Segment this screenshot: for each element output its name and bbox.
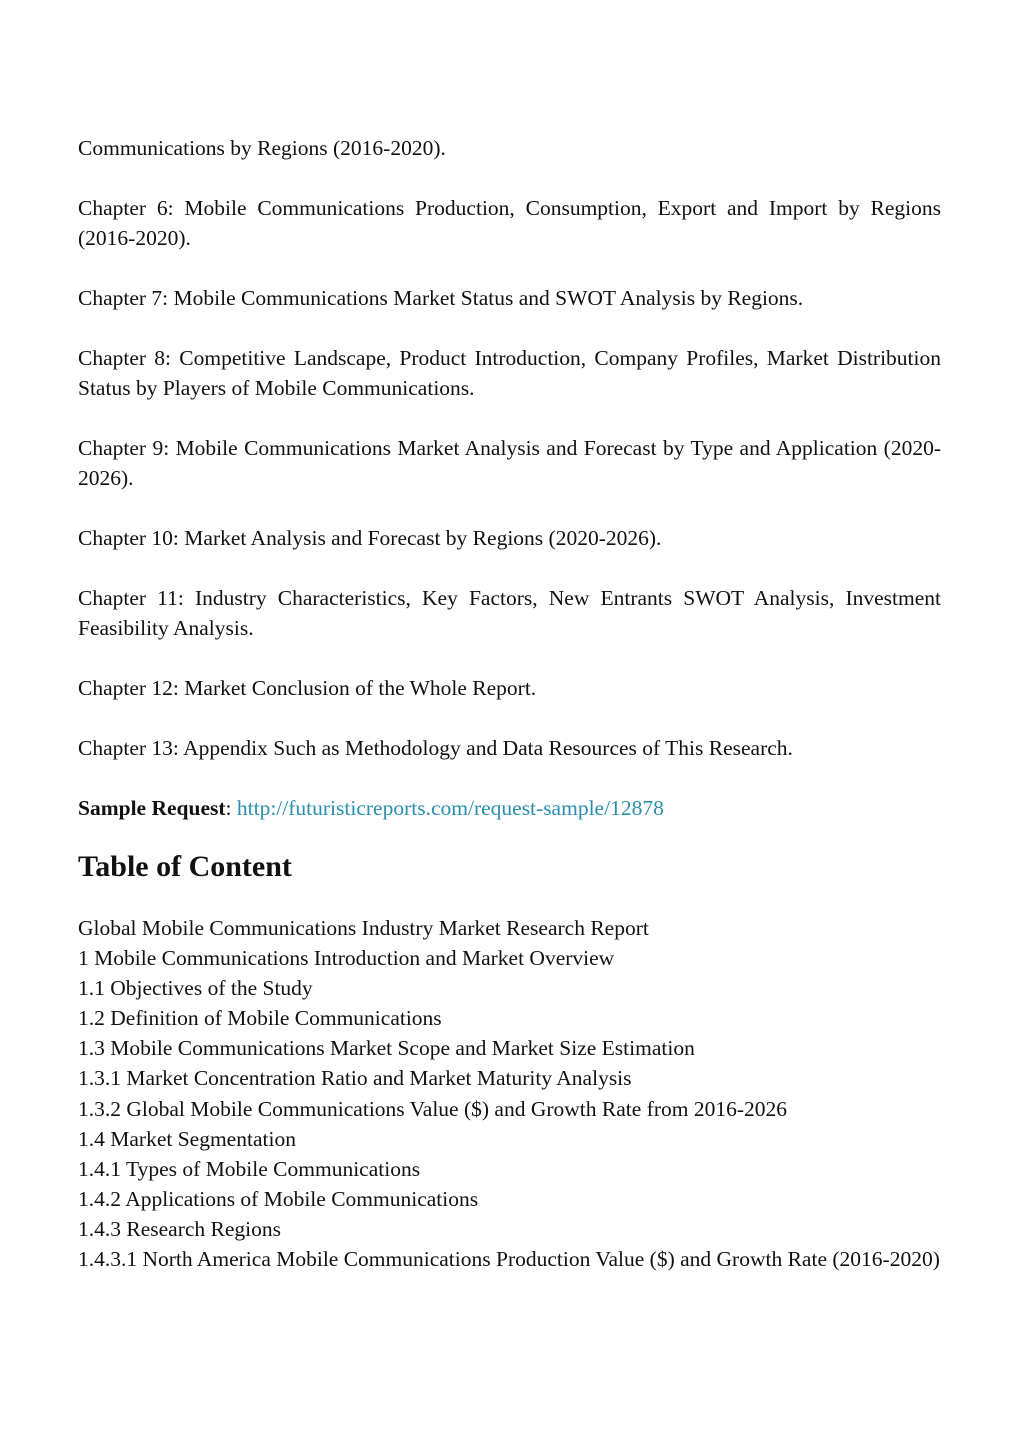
toc-heading: Table of Content (78, 850, 292, 883)
toc-item: Global Mobile Communications Industry Market Research Report (78, 916, 649, 940)
toc-item: 1.2 Definition of Mobile Communications (78, 1006, 442, 1031)
paragraph-chapter-8: Chapter 8: Competitive Landscape, Product Introduction, Company Profiles, Market Distribution Status by Players of Mobile Communications. (78, 346, 941, 400)
toc-item: 1.3.1 Market Concentration Ratio and Market Maturity Analysis (78, 1066, 632, 1091)
toc-item: 1.4 Market Segmentation (78, 1126, 296, 1151)
toc-item: 1.1 Objectives of the Study (78, 976, 313, 1001)
toc-item: 1.4.3.1 North America Mobile Communications Production Value ($) and Growth Rate (2016-2020) (78, 1247, 940, 1272)
paragraph-chapter-6: Chapter 6: Mobile Communications Production, Consumption, Export and Import by Regions (2016-2020). (78, 196, 941, 250)
paragraph-chapter-10: Chapter 10: Market Analysis and Forecast by Regions (2020-2026). (78, 526, 662, 550)
toc-item: 1 Mobile Communications Introduction and Market Overview (78, 946, 615, 971)
toc-item: 1.3 Mobile Communications Market Scope and Market Size Estimation (78, 1036, 695, 1061)
paragraph-chapter-9: Chapter 9: Mobile Communications Market Analysis and Forecast by Type and Application (2020-2026). (78, 436, 941, 490)
sample-request-separator: : (225, 796, 237, 820)
paragraph-chapter-11: Chapter 11: Industry Characteristics, Key Factors, New Entrants SWOT Analysis, Investment Feasibility Analysis. (78, 586, 941, 640)
toc-item: 1.4.1 Types of Mobile Communications (78, 1156, 421, 1181)
toc-item: 1.3.2 Global Mobile Communications Value ($) and Growth Rate from 2016-2026 (78, 1096, 787, 1121)
sample-request (78, 793, 941, 823)
sample-request-link[interactable]: http://futuristicreports.com/request-sample/12878 (236, 796, 664, 820)
paragraph-chapter-7: Chapter 7: Mobile Communications Market Status and SWOT Analysis by Regions. (78, 286, 804, 310)
paragraph-chapter-13: Chapter 13: Appendix Such as Methodology and Data Resources of This Research. (78, 736, 793, 760)
paragraph-chapter-5-tail: Communications by Regions (2016-2020). (78, 136, 446, 160)
paragraph-chapter-12: Chapter 12: Market Conclusion of the Whole Report. (78, 676, 537, 700)
toc-item: 1.4.2 Applications of Mobile Communications (78, 1186, 479, 1211)
toc-item: 1.4.3 Research Regions (78, 1216, 282, 1241)
toc-list (78, 913, 941, 1274)
sample-request-label: Sample Request (78, 796, 226, 820)
document-page (78, 133, 941, 1274)
